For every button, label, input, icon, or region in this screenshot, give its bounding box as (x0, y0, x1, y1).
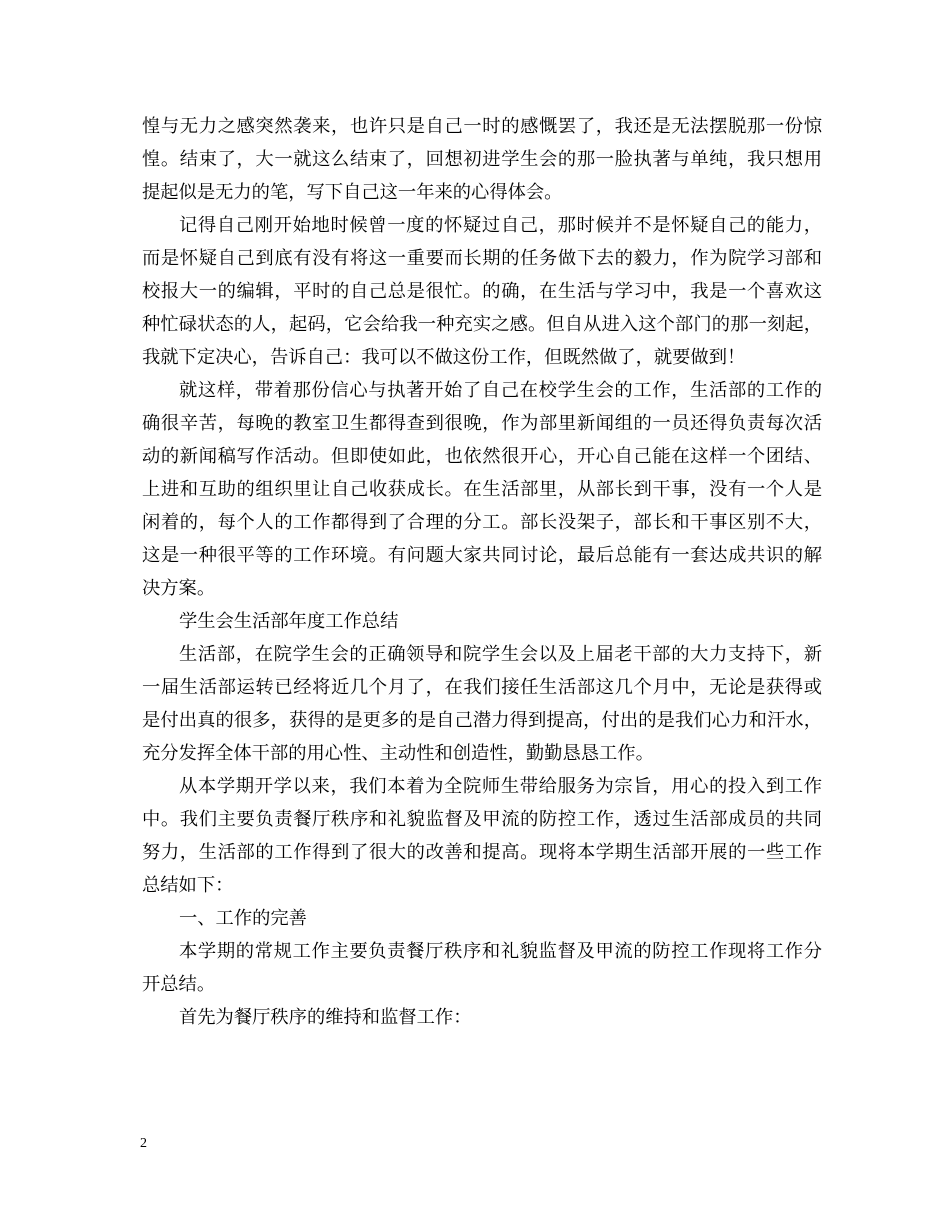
text-line: 动的新闻稿写作活动。但即使如此，也依然很开心，开心自己能在这样一个团结、 (142, 446, 822, 467)
text-line: 充分发挥全体干部的用心性、主动性和创造性，勤勤恳恳工作。 (142, 743, 654, 764)
text-line: 而是怀疑自己到底有没有将这一重要而长期的任务做下去的毅力，作为院学习部和 (142, 248, 822, 269)
text-line: 就这样，带着那份信心与执著开始了自己在校学生会的工作，生活部的工作的 (179, 380, 822, 401)
text-line: 我就下定决心，告诉自己：我可以不做这份工作，但既然做了，就要做到！ (142, 347, 746, 368)
text-line: 闲着的，每个人的工作都得到了合理的分工。部长没架子，部长和干事区别不大， (142, 512, 822, 533)
text-line: 上进和互助的组织里让自己收获成长。在生活部里，从部长到干事，没有一个人是 (142, 479, 822, 500)
text-line: 开总结。 (142, 974, 216, 995)
text-line: 努力，生活部的工作得到了很大的改善和提高。现将本学期生活部开展的一些工作 (142, 842, 822, 863)
text-line: 首先为餐厅秩序的维持和监督工作： (179, 1007, 472, 1028)
text-line: 记得自己刚开始地时候曾一度的怀疑过自己，那时候并不是怀疑自己的能力， (179, 215, 822, 236)
text-line: 从本学期开学以来，我们本着为全院师生带给服务为宗旨，用心的投入到工作 (179, 776, 822, 797)
text-line: 惶。结束了，大一就这么结束了，回想初进学生会的那一脸执著与单纯，我只想用 (142, 149, 822, 170)
page-number: 2 (140, 1136, 147, 1151)
section-heading: 学生会生活部年度工作总结 (179, 611, 399, 632)
section-heading: 一、工作的完善 (179, 908, 307, 929)
text-line: 提起似是无力的笔，写下自己这一年来的心得体会。 (142, 182, 563, 203)
text-line: 总结如下： (142, 875, 234, 896)
text-line: 是付出真的很多，获得的是更多的是自己潜力得到提高，付出的是我们心力和汗水， (142, 710, 822, 731)
text-line: 本学期的常规工作主要负责餐厅秩序和礼貌监督及甲流的防控工作现将工作分 (179, 941, 822, 962)
text-line: 决方案。 (142, 578, 216, 599)
text-line: 校报大一的编辑，平时的自己总是很忙。的确，在生活与学习中，我是一个喜欢这 (142, 281, 822, 302)
text-line: 这是一种很平等的工作环境。有问题大家共同讨论，最后总能有一套达成共识的解 (142, 545, 822, 566)
text-line: 确很辛苦，每晚的教室卫生都得查到很晚，作为部里新闻组的一员还得负责每次活 (142, 413, 822, 434)
document-body (142, 110, 822, 1034)
text-line: 一届生活部运转已经将近几个月了，在我们接任生活部这几个月中，无论是获得或 (142, 677, 822, 698)
text-line: 生活部，在院学生会的正确领导和院学生会以及上届老干部的大力支持下，新 (179, 644, 822, 665)
text-line: 中。我们主要负责餐厅秩序和礼貌监督及甲流的防控工作，透过生活部成员的共同 (142, 809, 822, 830)
text-line: 种忙碌状态的人，起码，它会给我一种充实之感。但自从进入这个部门的那一刻起， (142, 314, 822, 335)
text-line: 惶与无力之感突然袭来，也许只是自己一时的感慨罢了，我还是无法摆脱那一份惊 (142, 116, 822, 137)
